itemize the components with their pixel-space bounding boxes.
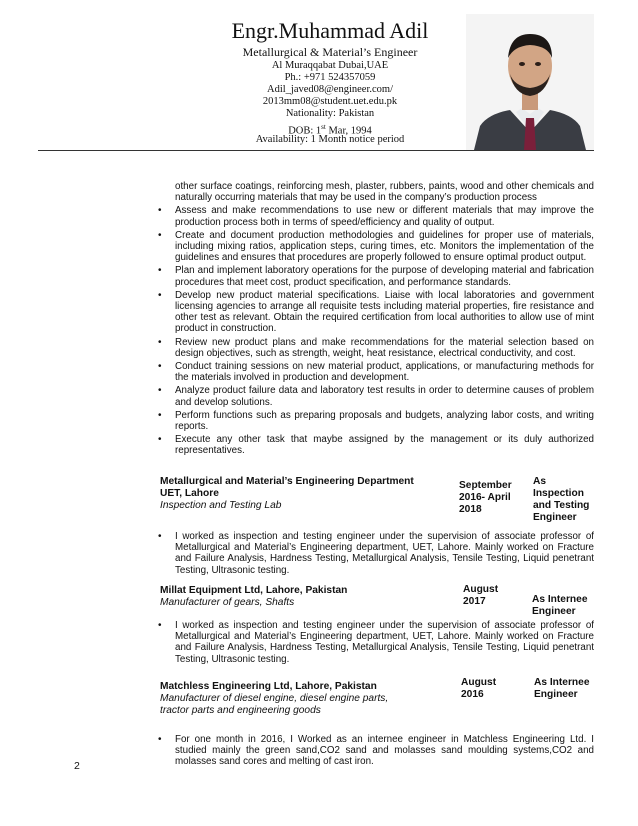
job-entry-matchless [160, 681, 450, 717]
candidate-title: Metallurgical & Material’s Engineer [242, 45, 418, 59]
address-line: Al Muraqqabat Dubai,UAE [271, 60, 389, 71]
dob-line: DOB: 1st Mar, 1994 [288, 123, 372, 137]
duty-item: • Execute any other task that maybe assigned by the management or its duly authorized representatives. [158, 434, 594, 456]
phone-line: Ph.: +971 524357059 [284, 72, 376, 83]
email-line-2: 2013mm08@student.uet.edu.pk [262, 96, 398, 107]
job-department-cont: tractor parts and engineering goods [160, 705, 321, 716]
resume-header [0, 0, 638, 152]
job-position: As Internee Engineer [532, 594, 588, 617]
job-department: Manufacturer of diesel engine, diesel engine parts, [160, 693, 389, 704]
job-description: • I worked as inspection and testing engineer under the supervision of associate professor of Metallurgical and Material’s Engineering department, UET, Lahore. Mainly worked on Fracture and Failure Analysis, Hardness Testing, Metallurgical Analysis, Tensile Testing, Liquid penetrant Testing, Ultrasonic testing. [158, 531, 594, 575]
job-date: August 2017 [463, 584, 499, 607]
duty-item: • Conduct training sessions on new material product, applications, or manufacturing methods for the materials involved in production and development. [158, 361, 594, 383]
job-organization-location: UET, Lahore [160, 488, 219, 499]
profile-photo [466, 14, 594, 150]
job-department: Manufacturer of gears, Shafts [160, 597, 295, 608]
duty-item: • Develop new product material specifications. Liaise with local laboratories and government licensing agencies to arrange all requisite tests including material properties, fire resistance and other test as relevant. Obtain the required certification from local authorities to allow use of mint product in construction. [158, 290, 594, 335]
candidate-name: Engr.Muhammad Adil [231, 18, 429, 43]
job-entry-millat [160, 585, 450, 609]
job-date: September 2016- April 2018 [459, 480, 512, 515]
nationality-line: Nationality: Pakistan [285, 108, 375, 119]
duty-item: • Plan and implement laboratory operations for the purpose of developing material and fabrication procedures that meet cost, product specification, and performance standards. [158, 265, 594, 287]
header-divider [38, 150, 594, 151]
job-description-list [158, 734, 594, 770]
job-entry-uet [160, 476, 450, 512]
job-organization: Metallurgical and Material’s Engineering Department [160, 476, 414, 487]
duty-item: • Analyze product failure data and laboratory test results in order to determine causes of problem and develop solutions. [158, 385, 594, 407]
duty-item: other surface coatings, reinforcing mesh, plaster, rubbers, paints, wood and other chemicals and naturally occurring materials that may be used in the company’s production process [175, 181, 594, 204]
job-description-list [158, 620, 594, 667]
job-position: As Inspection and Testing Engineer [533, 476, 590, 522]
duty-item: • Perform functions such as preparing proposals and budgets, analyzing labor costs, and writing reports. [158, 410, 594, 432]
duty-item: • Assess and make recommendations to use new or different materials that may improve the production process both in terms of speed/efficiency and quality of output. [158, 205, 594, 227]
job-description: • For one month in 2016, I Worked as an internee engineer in Matchless Engineering Ltd. I studied mainly the green sand,CO2 sand and molasses sand moulding systems,CO2 and molasses sand cores and melting of cast iron. [158, 734, 594, 768]
job-description-list [158, 531, 594, 575]
job-organization: Millat Equipment Ltd, Lahore, Pakistan [160, 585, 348, 596]
job-position: As Internee Engineer [534, 677, 590, 700]
duty-item: • Create and document production methodologies and guidelines for proper use of materials, including mixing ratios, application steps, curing times, etc. Monitors the implementation of the guidelines and ensures that procedures are properly followed to ensure optimal product output. [158, 230, 594, 264]
job-department: Inspection and Testing Lab [160, 500, 282, 511]
email-line-1: Adil_javed08@engineer.com/ [266, 84, 393, 95]
page-number: 2 [74, 760, 80, 772]
duties-list [158, 181, 594, 459]
job-organization: Matchless Engineering Ltd, Lahore, Pakistan [160, 681, 377, 692]
job-description: • I worked as inspection and testing engineer under the supervision of associate professor of Metallurgical and Material’s Engineering department, UET, Lahore. Mainly worked on Fracture and Failure Analysis, Hardness Testing, Metallurgical Analysis, Tensile Testing, Liquid penetrant Testing, Ultrasonic testing. [158, 620, 594, 665]
duty-item: • Review new product plans and make recommendations for the material selection based on design objectives, such as strength, weight, heat resistance, electrical conductivity, and cost. [158, 337, 594, 359]
job-date: August 2016 [461, 677, 497, 700]
availability-line: Availability: 1 Month notice period [255, 134, 405, 145]
